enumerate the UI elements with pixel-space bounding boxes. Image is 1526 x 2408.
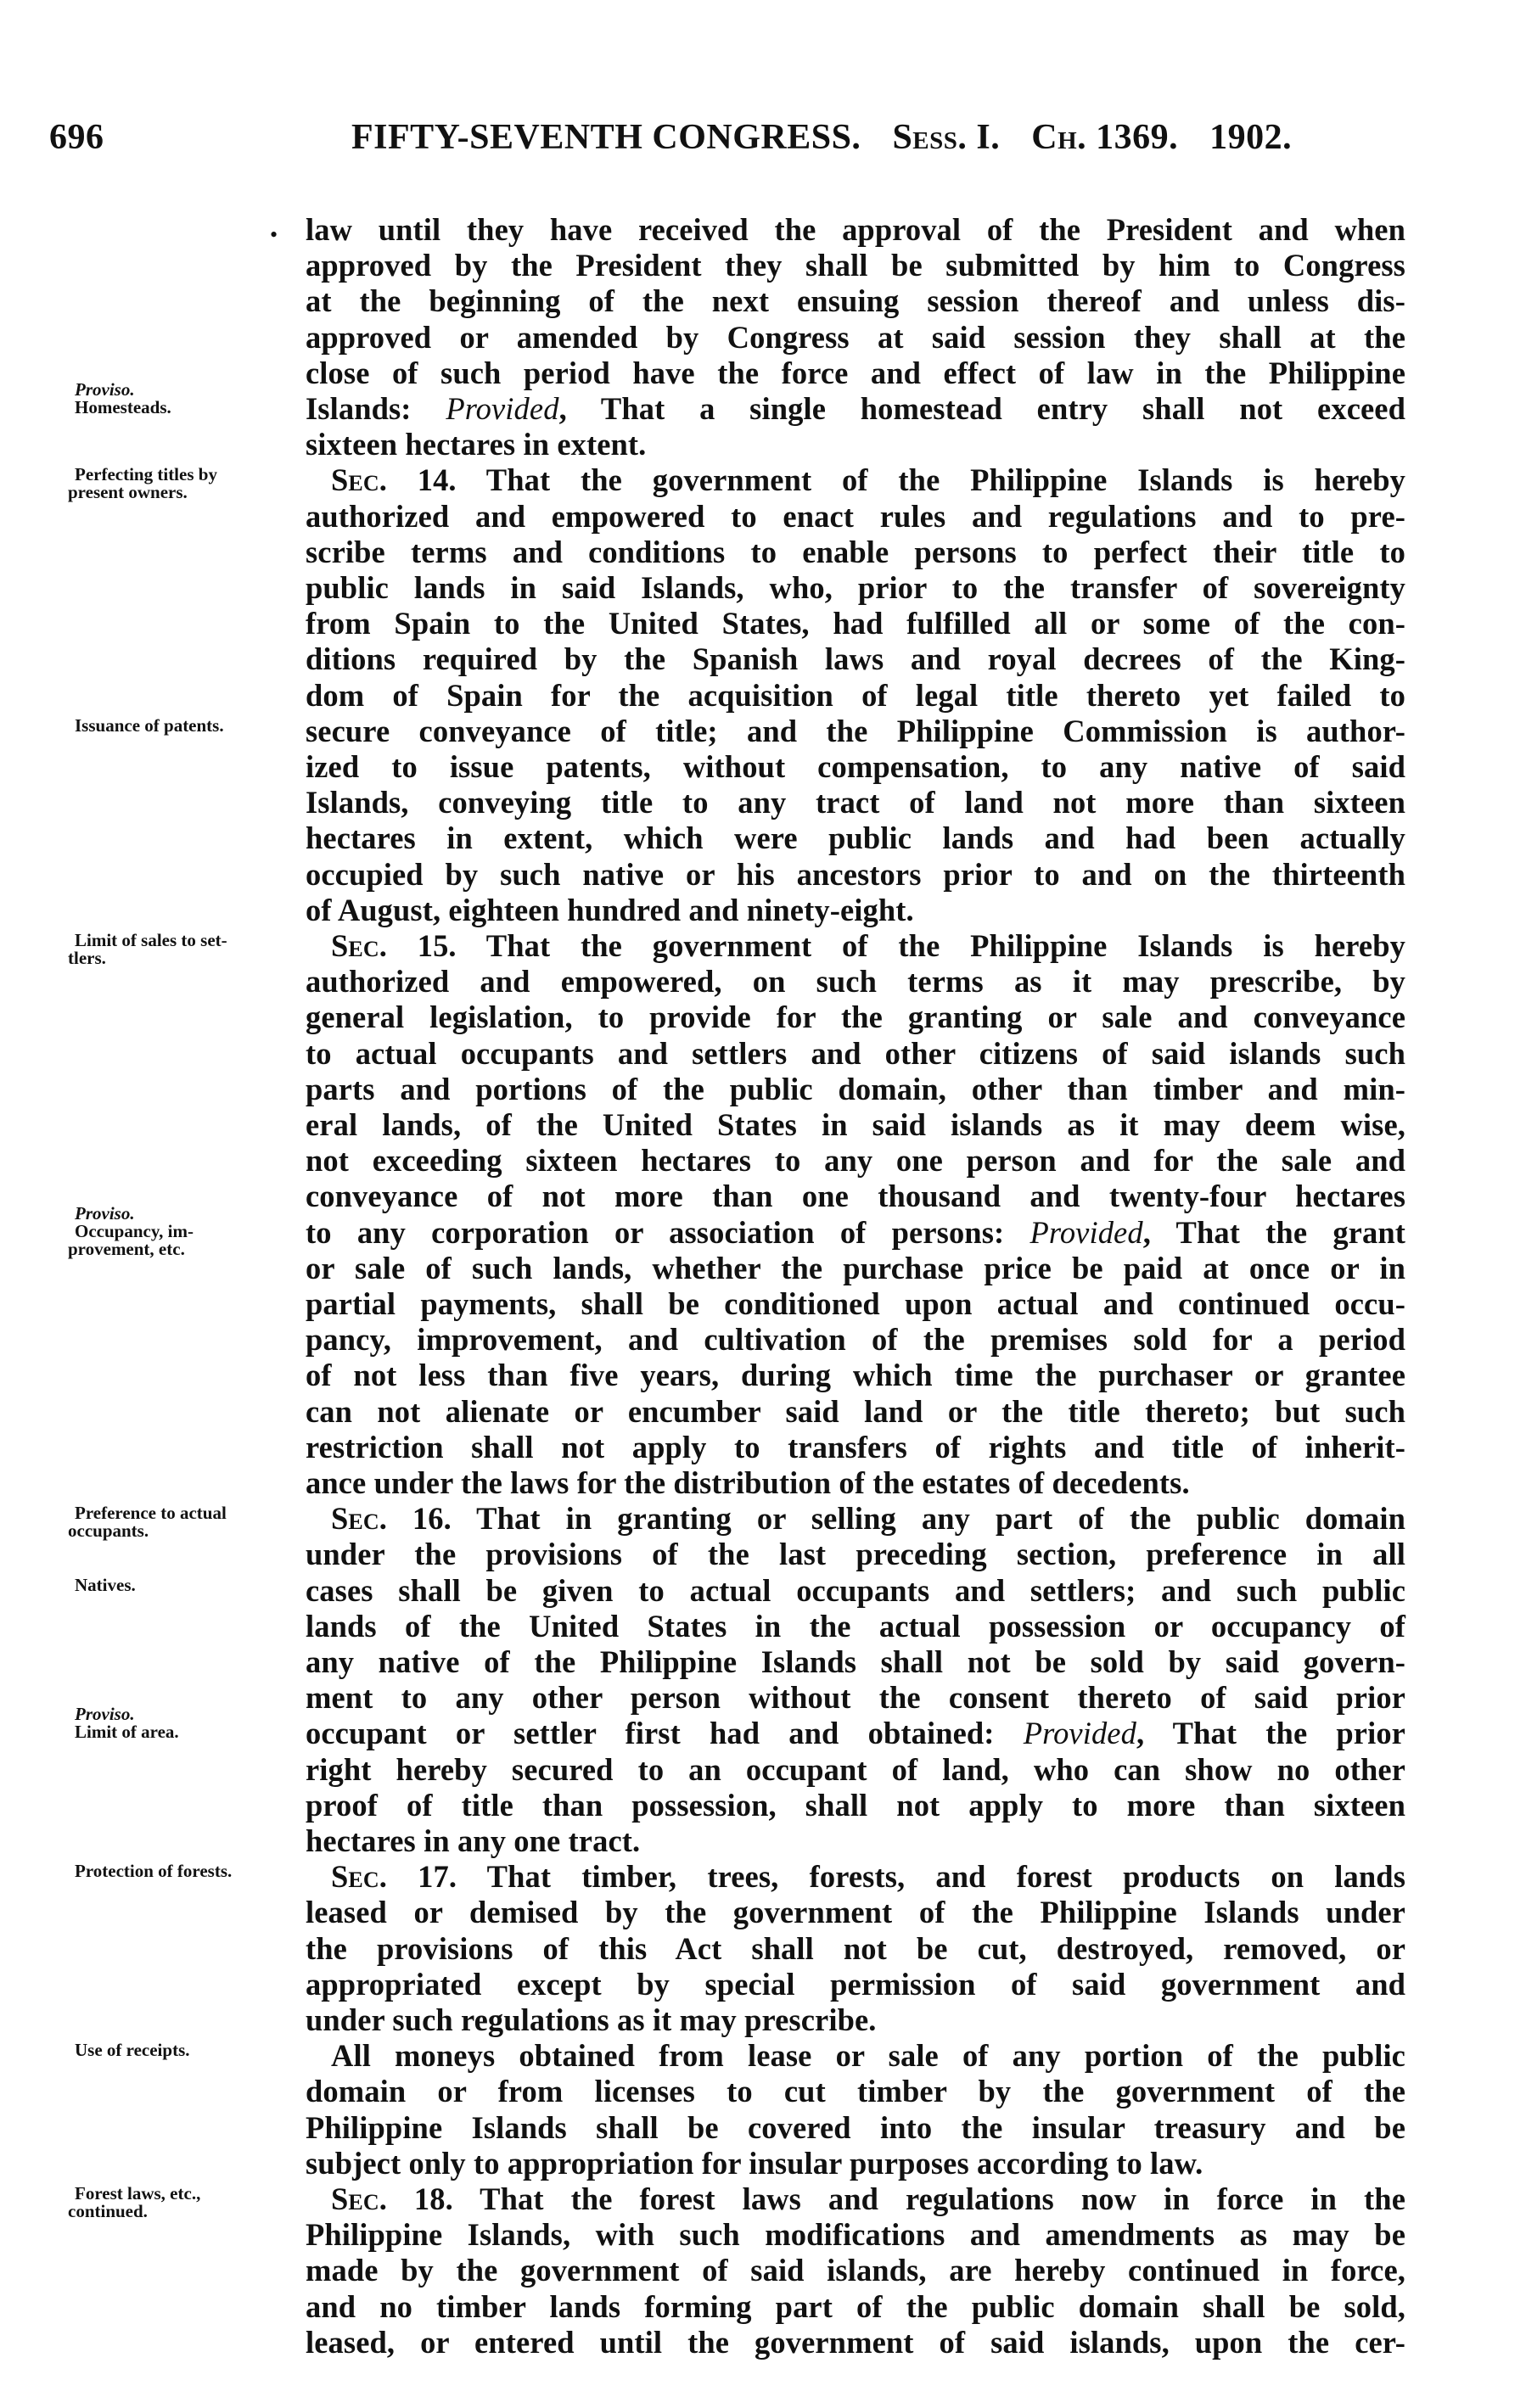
- text-run: Philippine Islands shall be covered into the insular treasury and be: [306, 2109, 1405, 2145]
- text-run: not exceeding sixteen hectares to any one person and for the sale and: [306, 1143, 1405, 1179]
- text-line: [306, 427, 1405, 462]
- text-run: 15. That the government of the Philippine Islands is hereby: [386, 928, 1405, 963]
- text-run: of August, eighteen hundred and ninety-eight.: [306, 892, 914, 927]
- text-line: [306, 1143, 1405, 1179]
- text-line: [306, 1716, 1405, 1751]
- text-line: [306, 2038, 1405, 2074]
- text-run: from Spain to the United States, had fulfilled all or some of the con-: [306, 606, 1405, 641]
- text-run: Islands:: [306, 391, 446, 426]
- text-line: [306, 535, 1405, 570]
- margin-note-text: Preference to actual: [75, 1503, 227, 1524]
- text-line: [306, 1788, 1405, 1823]
- margin-note: [68, 381, 297, 417]
- italic-term: Provided: [1023, 1716, 1136, 1751]
- text-line: [306, 1215, 1405, 1251]
- text-line: [306, 2253, 1405, 2288]
- proviso-label: Proviso.: [75, 379, 135, 400]
- text-run: occupied by such native or his ancestors prior to and on the thirteenth: [306, 856, 1405, 892]
- text-run: right hereby secured to an occupant of land, who can show no other: [306, 1751, 1405, 1787]
- text-run: authorized and empowered, on such terms as it may prescribe, by: [306, 964, 1405, 1000]
- text-line: [306, 785, 1405, 820]
- section-label: Sec.: [331, 2181, 387, 2216]
- proviso-label: Proviso.: [75, 1704, 135, 1725]
- margin-note: [68, 1862, 297, 1880]
- text-run: any native of the Philippine Islands shall not be sold by said govern-: [306, 1644, 1405, 1679]
- margin-note-text: Homesteads.: [75, 397, 171, 417]
- margin-note: [68, 1504, 297, 1540]
- text-run: occupant or settler first had and obtained:: [306, 1716, 1024, 1751]
- text-line: [306, 1251, 1405, 1286]
- text-line: [306, 1358, 1405, 1393]
- text-run: appropriated except by special permission of said government and: [306, 1966, 1405, 2002]
- margin-note: [68, 714, 297, 736]
- text-line: [306, 893, 1405, 928]
- margin-note-text: Limit of area.: [75, 1722, 179, 1743]
- text-run: domain or from licenses to cut timber by the government of the: [306, 2074, 1405, 2109]
- header-title: FIFTY-SEVENTH CONGRESS.: [351, 118, 861, 157]
- text-run: under the provisions of the last preceding section, preference in all: [306, 1537, 1405, 1572]
- text-run: approved or amended by Congress at said session they shall at the: [306, 319, 1405, 355]
- text-run: of not less than five years, during which time the purchaser or grantee: [306, 1358, 1405, 1393]
- text-line: [306, 499, 1405, 535]
- margin-note-text: Occupancy, im-: [75, 1220, 194, 1241]
- text-run: conveyance of not more than one thousand and twenty-four hectares: [306, 1179, 1405, 1214]
- text-run: pancy, improvement, and cultivation of the premises sold for a period: [306, 1322, 1405, 1358]
- text-run: All moneys obtained from lease or sale of any portion of the public: [331, 2038, 1405, 2074]
- text-line: [306, 1931, 1405, 1967]
- text-line: [306, 2325, 1405, 2360]
- text-run: , That the prior: [1136, 1716, 1405, 1751]
- text-run: proof of title than possession, shall not apply to more than sixteen: [306, 1787, 1405, 1823]
- text-line: [306, 570, 1405, 606]
- margin-note: [68, 2185, 297, 2220]
- text-line: [306, 857, 1405, 893]
- text-line: [306, 1430, 1405, 1465]
- text-line: [306, 320, 1405, 356]
- text-line: [306, 1859, 1405, 1895]
- section-label: Sec.: [331, 928, 387, 963]
- text-line: [306, 964, 1405, 1000]
- text-line: [306, 1573, 1405, 1609]
- section-label: Sec.: [331, 1859, 387, 1895]
- margin-note-text: Issuance of patents.: [75, 714, 224, 736]
- header-year: 1902.: [1209, 118, 1293, 157]
- text-line: [306, 714, 1405, 749]
- text-line: [306, 1501, 1405, 1537]
- text-line: [306, 356, 1405, 391]
- text-run: lands of the United States in the actual possession or occupancy of: [306, 1608, 1405, 1644]
- text-line: [306, 1286, 1405, 1322]
- text-line: [306, 2146, 1405, 2181]
- section-label: Sec.: [331, 1501, 387, 1537]
- text-run: law until they have received the approval of the President and when: [306, 212, 1405, 247]
- text-line: [306, 1179, 1405, 1214]
- text-run: public lands in said Islands, who, prior to the transfer of sovereignty: [306, 570, 1405, 605]
- running-header: [351, 117, 1314, 158]
- text-run: secure conveyance of title; and the Philippine Commission is author-: [306, 713, 1405, 748]
- text-run: sixteen hectares in extent.: [306, 427, 647, 462]
- text-line: [306, 820, 1405, 856]
- text-run: ditions required by the Spanish laws and royal decrees of the King-: [306, 641, 1405, 677]
- margin-note-text: Natives.: [75, 1574, 136, 1595]
- text-run: leased, or entered until the government of said islands, upon the cer-: [306, 2324, 1405, 2360]
- text-run: to any corporation or association of persons:: [306, 1214, 1030, 1250]
- text-line: [306, 2217, 1405, 2253]
- text-run: subject only to appropriation for insular purposes according to law.: [306, 2145, 1203, 2181]
- text-run: to actual occupants and settlers and other citizens of said islands such: [306, 1035, 1405, 1071]
- header-session: Sess. I.: [892, 118, 1001, 157]
- text-run: 14. That the government of the Philippine Islands is hereby: [386, 462, 1405, 498]
- margin-note: [68, 1576, 297, 1594]
- text-line: [306, 928, 1405, 964]
- margin-note-text: Protection of forests.: [75, 1861, 233, 1882]
- text-run: hectares in extent, which were public lands and had been actually: [306, 820, 1405, 856]
- margin-note-text: continued.: [68, 2201, 148, 2221]
- text-line: [306, 1752, 1405, 1788]
- text-run: , That a single homestead entry shall not exceed: [558, 391, 1405, 426]
- margin-note: [68, 2041, 297, 2059]
- text-line: [306, 1967, 1405, 2002]
- text-run: made by the government of said islands, are hereby continued in force,: [306, 2253, 1405, 2288]
- italic-term: Provided: [1029, 1214, 1143, 1250]
- text-run: leased or demised by the government of the Philippine Islands under: [306, 1895, 1405, 1930]
- text-line: [306, 248, 1405, 283]
- text-line: [306, 2002, 1405, 2038]
- text-line: [306, 1680, 1405, 1716]
- text-run: can not alienate or encumber said land or the title thereto; but such: [306, 1393, 1405, 1429]
- text-line: [306, 2074, 1405, 2109]
- margin-note-text: Limit of sales to set-: [75, 930, 227, 950]
- margin-note-text: present owners.: [68, 482, 188, 503]
- text-run: dom of Spain for the acquisition of legal title thereto yet failed to: [306, 677, 1405, 713]
- text-line: [306, 1322, 1405, 1358]
- text-line: [306, 1107, 1405, 1143]
- proviso-label: Proviso.: [75, 1202, 135, 1224]
- header-chapter: Ch. 1369.: [1031, 118, 1179, 157]
- text-run: Islands, conveying title to any tract of land not more than sixteen: [306, 785, 1405, 820]
- text-line: [306, 1465, 1405, 1501]
- text-run: or sale of such lands, whether the purchase price be paid at once or in: [306, 1250, 1405, 1285]
- text-line: [306, 749, 1405, 785]
- text-line: [306, 2289, 1405, 2325]
- text-line: [306, 1000, 1405, 1035]
- text-run: 18. That the forest laws and regulations now in force in the: [386, 2181, 1405, 2216]
- text-line: [306, 1823, 1405, 1859]
- text-line: [306, 2181, 1405, 2217]
- margin-note-text: Perfecting titles by: [75, 464, 217, 485]
- text-run: ized to issue patents, without compensation, to any native of said: [306, 749, 1405, 784]
- text-line: [306, 606, 1405, 641]
- text-run: ment to any other person without the consent thereto of said prior: [306, 1680, 1405, 1716]
- text-run: hectares in any one tract.: [306, 1823, 641, 1858]
- text-line: [306, 2110, 1405, 2146]
- text-run: and no timber lands forming part of the public domain shall be sold,: [306, 2288, 1405, 2324]
- section-label: Sec.: [331, 462, 387, 498]
- text-run: eral lands, of the United States in said islands as it may deem wise,: [306, 1107, 1405, 1142]
- text-run: restriction shall not apply to transfers of rights and title of inherit-: [306, 1429, 1405, 1464]
- margin-note-text: Forest laws, etc.,: [75, 2183, 201, 2204]
- text-run: , That the grant: [1142, 1214, 1405, 1250]
- text-run: the provisions of this Act shall not be cut, destroyed, removed, or: [306, 1930, 1405, 1966]
- text-run: cases shall be given to actual occupants and settlers; and such public: [306, 1572, 1405, 1608]
- text-line: [306, 641, 1405, 677]
- text-run: 16. That in granting or selling any part of the public domain: [386, 1501, 1405, 1537]
- italic-term: Provided: [446, 391, 559, 426]
- margin-note: [68, 1202, 297, 1259]
- text-line: [306, 678, 1405, 714]
- text-line: [306, 1609, 1405, 1644]
- text-line: [306, 391, 1405, 427]
- text-line: [306, 1036, 1405, 1072]
- text-line: [306, 1394, 1405, 1430]
- text-line: [306, 283, 1405, 319]
- text-run: general legislation, to provide for the granting or sale and conveyance: [306, 1000, 1405, 1035]
- text-run: partial payments, shall be conditioned upon actual and continued occu-: [306, 1286, 1405, 1321]
- text-line: [306, 462, 1405, 498]
- text-run: Philippine Islands, with such modifications and amendments as may be: [306, 2217, 1405, 2253]
- margin-note-text: Use of receipts.: [75, 2040, 190, 2061]
- text-line: [306, 1072, 1405, 1107]
- text-run: 17. That timber, trees, forests, and forest products on lands: [386, 1859, 1405, 1895]
- text-run: close of such period have the force and effect of law in the Philippine: [306, 355, 1405, 390]
- text-run: scribe terms and conditions to enable persons to perfect their title to: [306, 534, 1405, 569]
- text-run: authorized and empowered to enact rules and regulations and to pre-: [306, 498, 1405, 534]
- page-number: 696: [49, 118, 104, 157]
- margin-note-text: tlers.: [68, 948, 106, 968]
- text-run: under such regulations as it may prescribe.: [306, 2002, 877, 2037]
- text-run: parts and portions of the public domain, other than timber and min-: [306, 1071, 1405, 1106]
- text-line: [306, 1895, 1405, 1930]
- margin-note: [68, 1705, 297, 1741]
- text-line: [306, 1644, 1405, 1680]
- text-line: [306, 212, 1405, 248]
- text-line: [306, 1537, 1405, 1572]
- margin-note: [68, 932, 297, 967]
- margin-note-text: provement, etc.: [68, 1238, 185, 1259]
- text-run: approved by the President they shall be submitted by him to Congress: [306, 248, 1405, 283]
- text-run: ance under the laws for the distribution of the estates of decedents.: [306, 1465, 1190, 1500]
- text-run: at the beginning of the next ensuing session thereof and unless dis-: [306, 283, 1405, 319]
- margin-note: [68, 466, 297, 501]
- stray-mark: •: [270, 222, 278, 247]
- margin-note-text: occupants.: [68, 1520, 149, 1542]
